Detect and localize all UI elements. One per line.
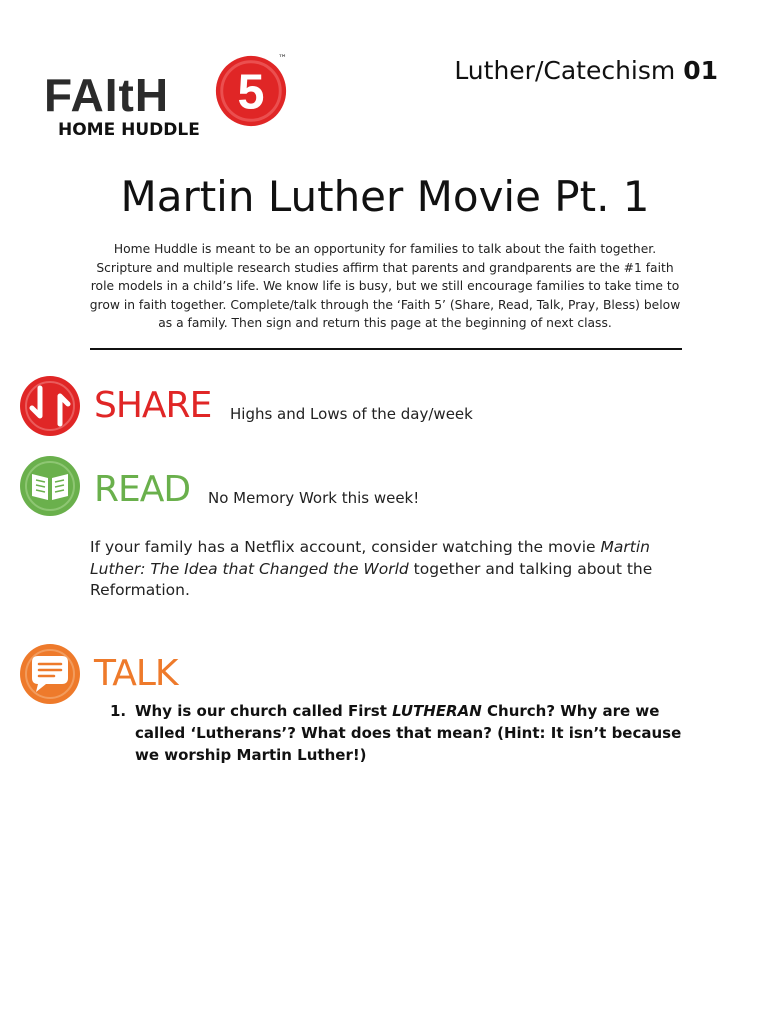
share-heading: SHARE (94, 385, 212, 426)
series-name: Luther/Catechism (454, 56, 676, 85)
share-arrows-icon (18, 372, 82, 440)
talk-question-1 (110, 700, 700, 766)
series-label (454, 56, 718, 85)
question-number: 1. (110, 702, 127, 720)
read-subtitle: No Memory Work this week! (208, 489, 420, 507)
divider (90, 348, 682, 350)
logo-subtitle: HOME HUDDLE (58, 120, 200, 140)
movie-title: Martin Luther: The Idea that Changed the World (90, 538, 650, 578)
question-part2: Church? Why are we called ‘Lutherans’? What does that mean? (Hint: It isn’t because we worship Martin Luther!) (135, 702, 682, 764)
question-emphasis: LUTHERAN (392, 702, 482, 720)
share-subtitle: Highs and Lows of the day/week (230, 405, 473, 423)
question-text (135, 700, 700, 766)
speech-bubble-icon (18, 640, 82, 708)
talk-heading: TALK (94, 653, 178, 694)
logo-wordmark: FAItH (44, 69, 170, 121)
read-heading: READ (94, 469, 191, 510)
open-book-icon (18, 452, 82, 520)
faith5-logo (40, 50, 300, 142)
read-body-part2: together and talking about the Reformation. (90, 559, 653, 599)
page-title: Martin Luther Movie Pt. 1 (120, 172, 650, 221)
read-body (90, 537, 690, 602)
logo-trademark: ™ (278, 54, 287, 64)
read-body-part1: If your family has a Netflix account, consider watching the movie (90, 538, 601, 556)
question-part1: Why is our church called First (135, 702, 393, 720)
series-number: 01 (683, 56, 718, 85)
logo-number: 5 (237, 65, 265, 120)
intro-paragraph: Home Huddle is meant to be an opportunity for families to talk about the faith together. Scripture and multiple research studies affirm that parents and grandparents are the #1 faith role models in a child’s life. We know life is busy, but we still encourage families to take time to grow in faith together. Complete/talk through the ‘Faith 5’ (Share, Read, Talk, Pray, Bless) below as a family. Then sign and return this page at the beginning of next class. (89, 242, 681, 331)
